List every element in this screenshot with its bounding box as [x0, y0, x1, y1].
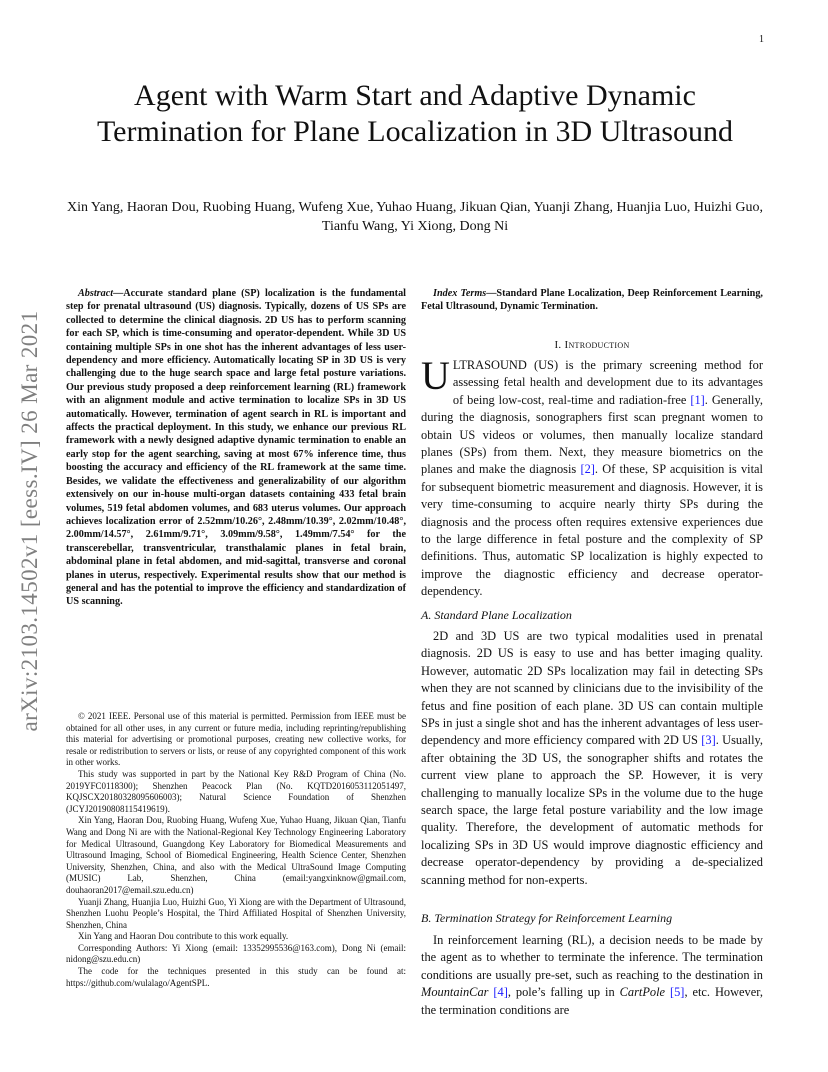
abstract-label: Abstract	[78, 288, 114, 299]
citation-link[interactable]: [1]	[690, 392, 705, 407]
citation-link[interactable]: [5]	[669, 985, 685, 1000]
paragraph-text: , etc. However, the termination conditions are	[421, 985, 763, 1017]
paragraph-text: , pole’s falling up in	[507, 985, 620, 1000]
section-numeral: I.	[554, 339, 562, 351]
termination-paragraph	[421, 932, 763, 1019]
citation-link[interactable]: [4]	[493, 985, 508, 1000]
introduction-paragraph	[421, 353, 764, 601]
affiliation-note-1: Xin Yang, Haoran Dou, Ruobing Huang, Wufeng Xue, Yuhao Huang, Jikuan Qian, Tianfu Wang and Dong Ni are with the National-Regional Key Technology Engineering Laboratory for Medical Ultrasound, Guangdong Key Laboratory for Biomedical Measurements and Ultrasound Imaging, School of Biomedical Engineering, Health Science Center, Shenzhen University, Shenzhen, China, and also with the Medical UltraSound Image Computing (MUSIC) Lab, Shenzhen, China (email:yangxinknow@gmail.com, douhaoran2017@email.szu.edu.cn)	[66, 815, 406, 895]
affiliation-note-2: Yuanji Zhang, Huanjia Luo, Huizhi Guo, Yi Xiong are with the Department of Ultrasound, Shenzhen Luohu People’s Hospital, the Third Affiliated Hospital of Shenzhen University, Shenzhen, China	[66, 896, 406, 930]
emphasis-cartpole: CartPole	[619, 985, 666, 1000]
citation-link[interactable]: [3]	[701, 733, 716, 748]
index-terms	[421, 287, 763, 314]
author-list: Xin Yang, Haoran Dou, Ruobing Huang, Wufeng Xue, Yuhao Huang, Jikuan Qian, Yuanji Zhang, Huanjia Luo, Huizhi Guo, Tianfu Wang, Yi Xiong, Dong Ni	[66, 200, 764, 234]
page-number: 1	[759, 34, 764, 45]
drop-cap: U	[421, 353, 450, 398]
standard-plane-paragraph	[421, 628, 763, 889]
paragraph-text: 2D and 3D US are two typical modalities used in prenatal diagnosis. 2D US is easy to use and has better imaging quality. However, automatic 2D SPs localization may fail in detecting SPs when they are not scanned by clinicians due to the invisibility of the fetus and fine position of each plane. 3D US can contain multiple SPs in just a single shot and has the inherent advantages of less user-dependency and more efficiency compared with 2D US	[421, 629, 763, 748]
paragraph-text: In reinforcement learning (RL), a decision needs to be made by the agent as to whether to terminate the inference. The termination conditions are usually pre-set, such as reaching to the destination in	[421, 933, 763, 982]
section-heading-introduction	[421, 339, 763, 351]
footnotes	[66, 711, 406, 989]
funding-note: This study was supported in part by the National Key R&D Program of China (No. 2019YFC0118300); Shenzhen Peacock Plan (No. KQTD2016053112051497, KQJSCX20180328095606003); Natural Science Foundation of Shenzhen (JCYJ20190808115419619).	[66, 768, 406, 814]
citation-link[interactable]: [2]	[580, 462, 595, 477]
paper-title: Agent with Warm Start and Adaptive Dynamic Termination for Plane Localization in 3D Ultrasound	[96, 79, 734, 148]
index-terms-text: —Standard Plane Localization, Deep Reinforcement Learning, Fetal Ultrasound, Dynamic Termination.	[421, 288, 763, 313]
intro-text-1: LTRASOUND (US) is the primary screening method for assessing fetal health and development due to its advantages of being low-cost, real-time and radiation-free	[452, 358, 763, 407]
copyright-notice: © 2021 IEEE. Personal use of this material is permitted. Permission from IEEE must be obtained for all other uses, in any current or future media, including reprinting/republishing this material for advertising or promotional purposes, creating new collective works, for resale or redistribution to servers or lists, or reuse of any copyrighted component of this work in other works.	[66, 711, 406, 768]
abstract-text: —Accurate standard plane (SP) localization is the fundamental step for prenatal ultrasound (US) diagnosis. Typically, dozens of US SPs are collected to determine the clinical diagnosis. 2D US has to perform scanning for each SP, which is time-consuming and operator-dependent. While 3D US containing multiple SPs in one shot has the inherent advantages of less user-dependency and more efficiency. Automatically locating SP in 3D US is very challenging due to the huge search space and large fetal posture variations. Our previous study proposed a deep reinforcement learning (RL) framework with an alignment module and active termination to localize SPs in 3D US automatically. However, termination of agent search in RL is important and affects the practical deployment. In this study, we enhance our previous RL framework with a newly designed adaptive dynamic termination to enable an early stop for the agent searching, saving at most 67% inference time, thus boosting the accuracy and efficiency of the RL framework at the same time. Besides, we validate the effectiveness and generalizability of our algorithm extensively on our in-house multi-organ datasets containing 433 fetal brain volumes, 519 fetal abdomen volumes, and 683 uterus volumes. Our approach achieves localization error of 2.52mm/10.26°, 2.48mm/10.39°, 2.02mm/10.48°, 2.00mm/14.57°, 2.61mm/9.71°, 3.09mm/9.58°, 1.49mm/7.54° for the transcerebellar, transventricular, transthalamic planes in fetal brain, abdominal plane in fetal abdomen, and mid-sagittal, transverse and coronal planes in uterus, respectively. Experimental results show that our method is general and has the potential to improve the efficiency and standardization of US scanning.	[66, 288, 406, 608]
abstract	[66, 287, 406, 609]
code-availability-note: The code for the techniques presented in this study can be found at: https://github.com/wulalago/AgentSPL.	[66, 966, 406, 988]
corresponding-authors-note: Corresponding Authors: Yi Xiong (email: 13352995536@163.com), Dong Ni (email: nidong@szu.edu.cn)	[66, 942, 406, 965]
intro-text-2: . Generally, during the diagnosis, sonographers first scan pregnant women to obtain US videos or volumes, then manually localize standard planes (SPs) from them. Next, they measure biometrics on the planes and make the diagnosis	[421, 392, 763, 477]
arxiv-identifier-stamp: arXiv:2103.14502v1 [eess.IV] 26 Mar 2021	[17, 310, 42, 732]
subsection-heading-standard-plane: A. Standard Plane Localization	[421, 608, 572, 622]
equal-contribution-note: Xin Yang and Haoran Dou contribute to this work equally.	[78, 931, 289, 942]
paragraph-text: . Usually, after obtaining the 3D US, the sonographer shifts and rotates the current view plane to approach the SP. However, it is very challenging to manually localize SPs in the volume due to the huge search space, the large fetal posture variability and the low image quality. Therefore, the development of automatic methods for localizing SPs in 3D US would improve diagnostic efficiency and decrease operator-dependency by providing a de-specialized scanning method for non-experts.	[421, 733, 763, 887]
index-terms-label: Index Terms	[433, 288, 487, 299]
emphasis-mountaincar: MountainCar	[421, 985, 489, 1000]
subsection-heading-termination: B. Termination Strategy for Reinforcement Learning	[421, 911, 673, 925]
intro-text-3: . Of these, SP acquisition is vital for subsequent biometric measurement and diagnosis. However, it is very time-consuming to acquire nearly thirty SPs during the diagnosis and the process often requires extensive experiences due to the large difference in fetal posture and the complexity of SP definitions. Thus, automatic SP localization is highly expected to improve the diagnostic efficiency and decrease operator-dependency.	[421, 462, 764, 599]
section-title: Introduction	[564, 339, 630, 351]
